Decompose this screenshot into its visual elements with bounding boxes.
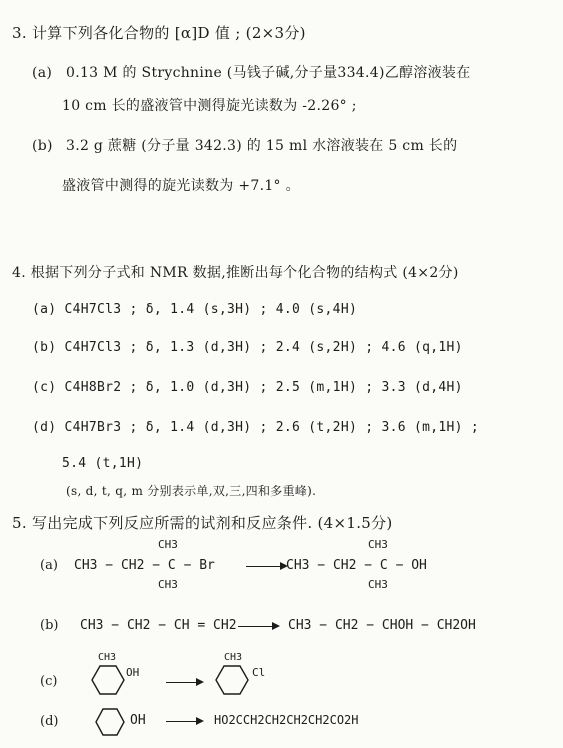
reaction-d (40, 704, 555, 740)
reaction-d-arrow (166, 721, 202, 722)
reaction-b-reactant: CH3 − CH2 − CH = CH2 (80, 618, 237, 633)
q3-b-label: (b) (32, 138, 53, 154)
reaction-d-label: (d) (40, 714, 59, 729)
reaction-a-product: CH3 − CH2 − C − OH (286, 558, 427, 573)
reaction-d-reactant-oh: OH (130, 713, 146, 728)
reaction-b-arrow (238, 626, 278, 627)
reaction-a-reactant: CH3 − CH2 − C − Br (74, 558, 215, 573)
reaction-b (40, 614, 555, 640)
reaction-a-label: (a) (40, 558, 58, 573)
q4-item-a: (a) C4H7Cl3 ; δ, 1.4 (s,3H) ; 4.0 (s,4H) (32, 302, 358, 317)
reaction-a-product-ch3-bottom: CH3 (368, 578, 388, 591)
reaction-a-ch3-top: CH3 (158, 538, 178, 551)
q4-title: 4. 根据下列分子式和 NMR 数据,推断出每个化合物的结构式 (4×2分) (12, 265, 459, 281)
q4-item-c: (c) C4H8Br2 ; δ, 1.0 (d,3H) ; 2.5 (m,1H) ; 3.3 (d,4H) (32, 380, 463, 395)
reaction-c (40, 652, 555, 698)
q3-a-line2: 10 cm 长的盛液管中测得旋光读数为 -2.26° ; (62, 98, 357, 114)
q3-a-text1: 0.13 M 的 Strychnine (马钱子碱,分子量334.4)乙醇溶液装在 (66, 65, 471, 81)
q3-a-label: (a) (32, 65, 53, 81)
reaction-c-product-cl: Cl (252, 666, 266, 679)
reaction-b-label: (b) (40, 618, 59, 633)
q3-b-line2: 盛液管中测得的旋光读数为 +7.1° 。 (62, 178, 300, 194)
q3-b-line1 (32, 135, 457, 155)
q4-item-d: (d) C4H7Br3 ; δ, 1.4 (d,3H) ; 2.6 (t,2H) ; 3.6 (m,1H) ; (32, 420, 479, 435)
reaction-c-product-ch3: CH3 (224, 652, 243, 663)
q4-note: (s, d, t, q, m 分别表示单,双,三,四和多重峰). (66, 484, 317, 498)
reaction-c-reactant-ch3: CH3 (98, 652, 117, 663)
reaction-c-arrow (166, 682, 202, 683)
reaction-c-reactant-oh: OH (126, 666, 140, 679)
reaction-d-product: HO2CCH2CH2CH2CH2CO2H (214, 713, 359, 727)
q4-item-b: (b) C4H7Cl3 ; δ, 1.3 (d,3H) ; 2.4 (s,2H) ; 4.6 (q,1H) (32, 340, 463, 355)
q3-a-line1 (32, 62, 471, 82)
reaction-a-arrow (246, 566, 286, 567)
reaction-b-product: CH3 − CH2 − CHOH − CH2OH (288, 618, 476, 633)
q3-title: 3. 计算下列各化合物的 [α]D 值 ; (2×3分) (12, 24, 306, 42)
reaction-d-reactant-ring (94, 706, 128, 738)
q5-title: 5. 写出完成下列反应所需的试剂和反应条件. (4×1.5分) (12, 514, 393, 532)
reaction-a-product-ch3-top: CH3 (368, 538, 388, 551)
q4-item-d-cont: 5.4 (t,1H) (62, 456, 144, 471)
reaction-a-ch3-bottom: CH3 (158, 578, 178, 591)
reaction-a (40, 538, 555, 598)
reaction-c-label: (c) (40, 674, 58, 689)
q3-b-text1: 3.2 g 蔗糖 (分子量 342.3) 的 15 ml 水溶液装在 5 cm 长的 (66, 138, 458, 154)
